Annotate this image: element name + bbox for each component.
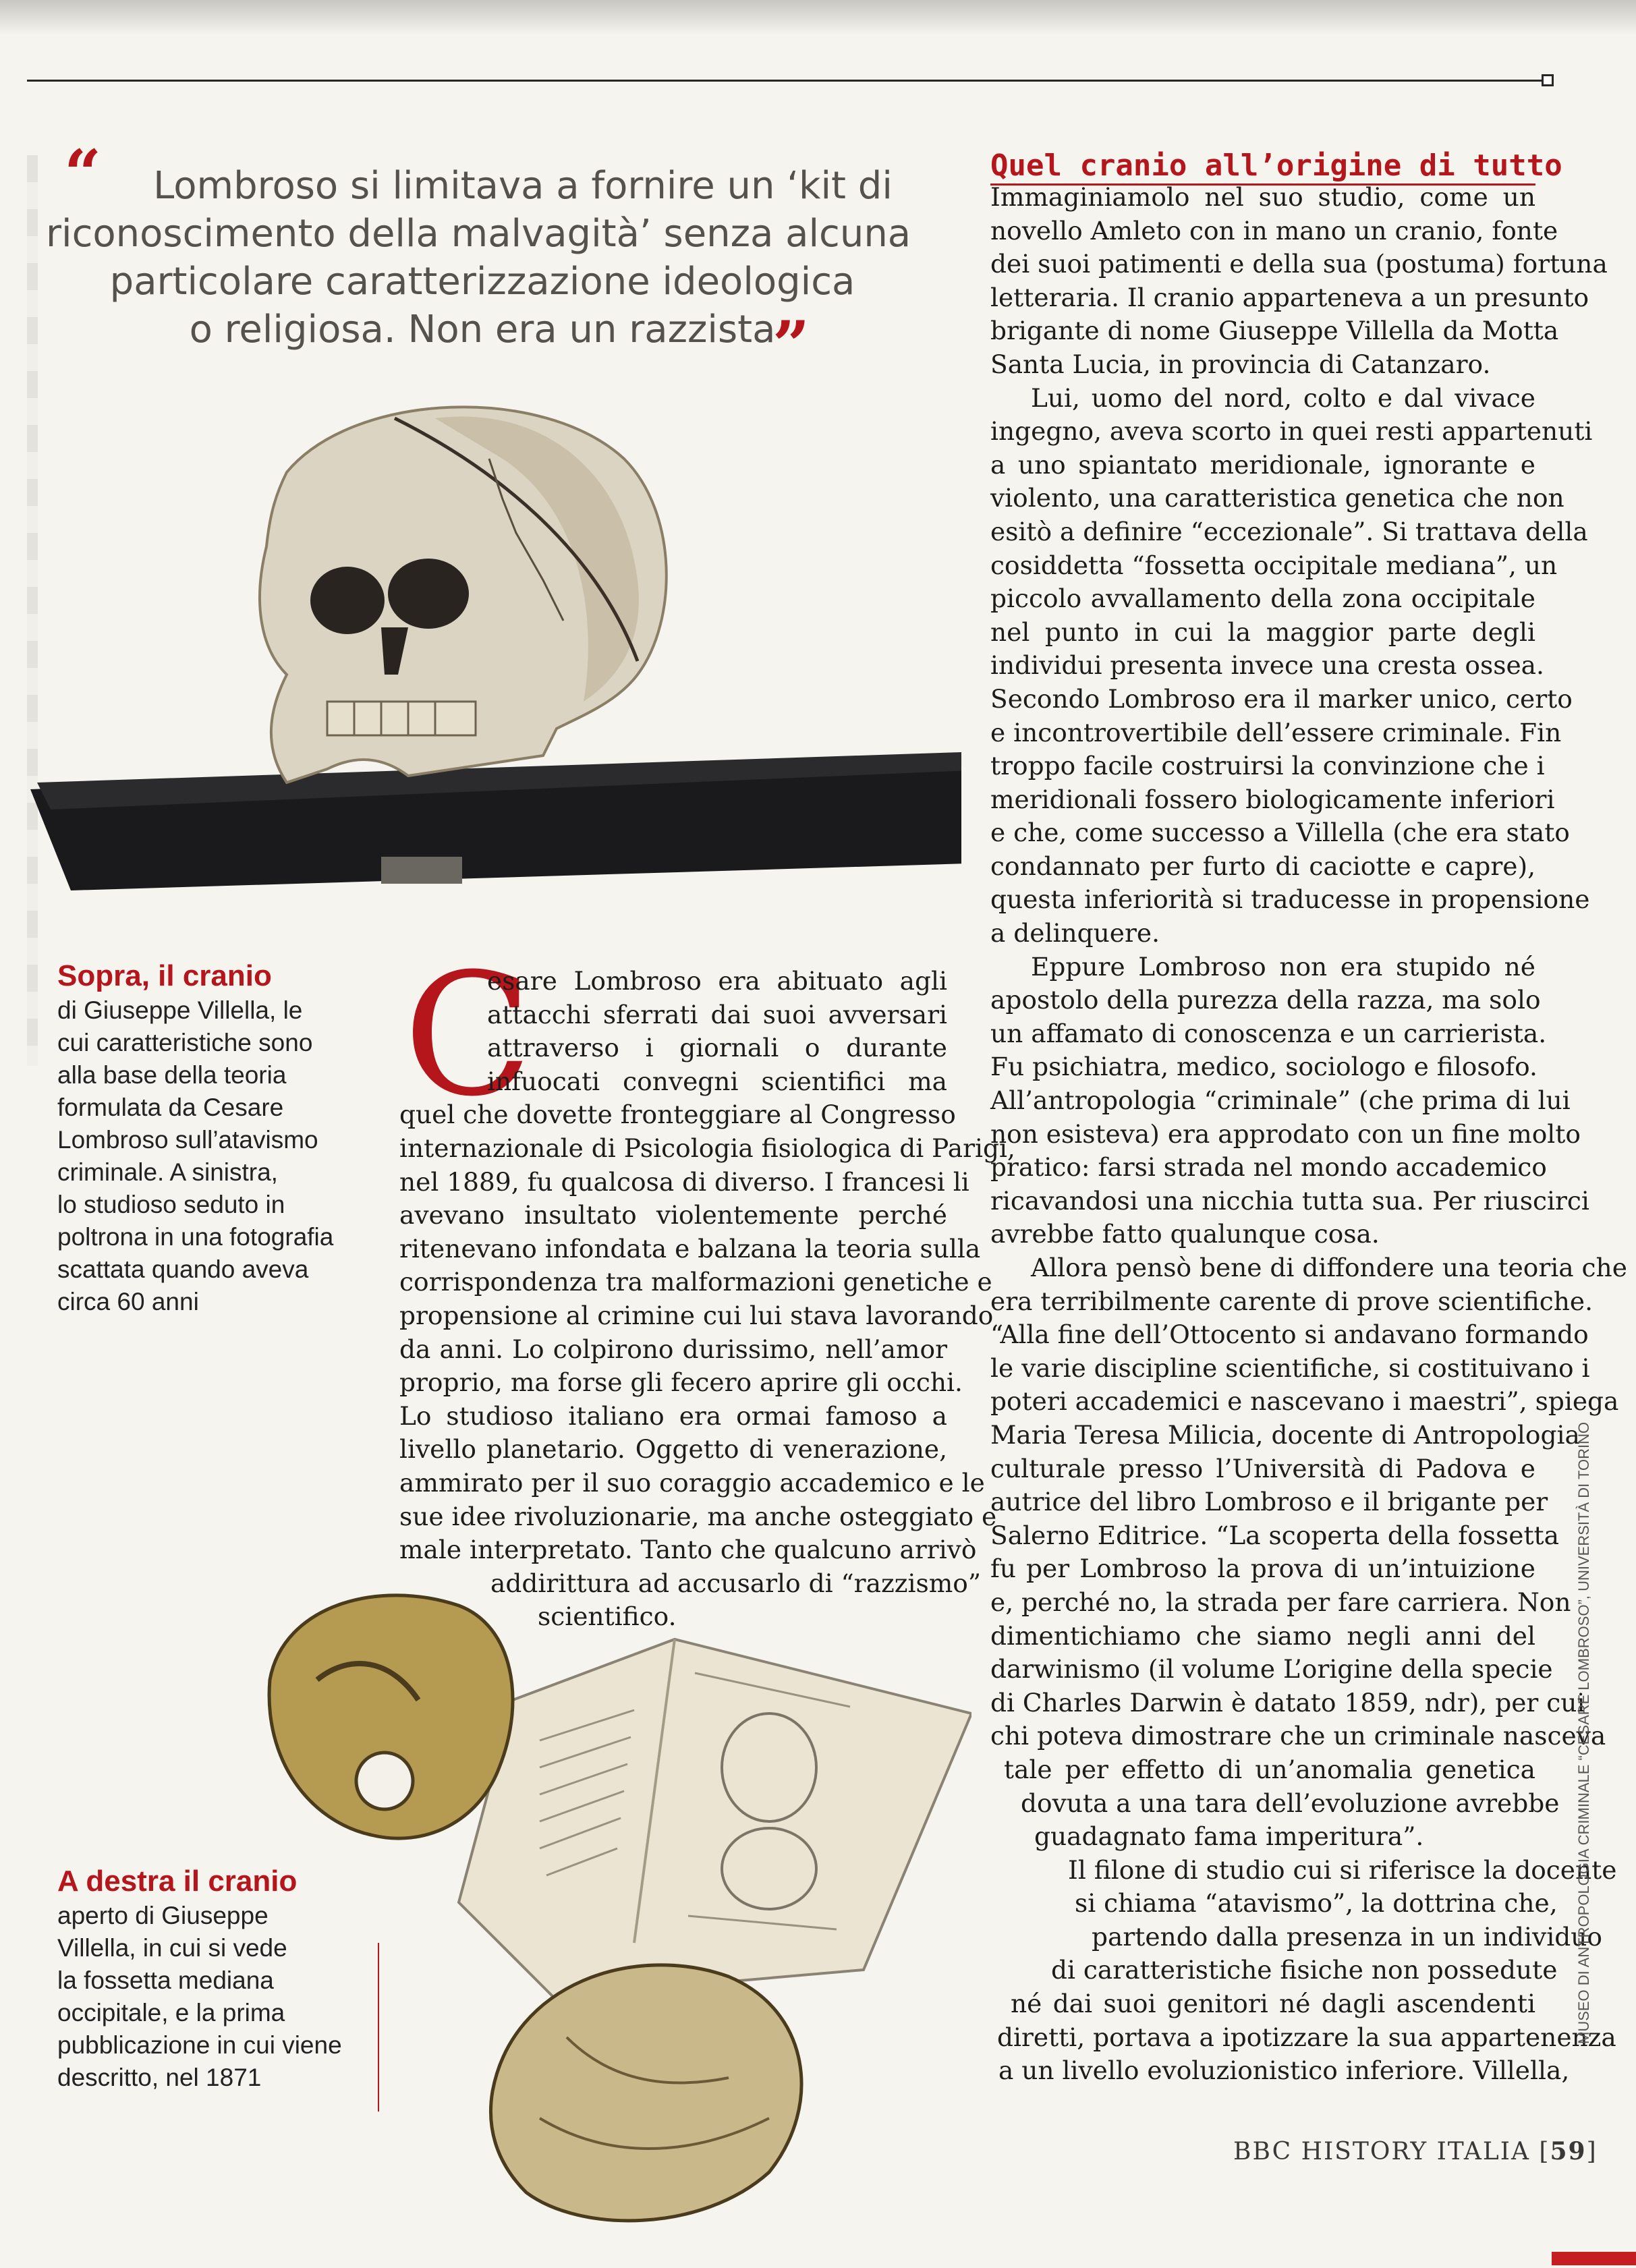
drop-cap: C: [403, 937, 533, 1133]
body-line: dovuta a una tara dell’evoluzione avrebbe: [1021, 1788, 1560, 1818]
body-line: esare Lombroso era abituato agli: [487, 966, 947, 996]
caption-title: A destra il cranio: [57, 1865, 298, 1898]
body-line: e incontrovertibile dell’essere criminale. Fin: [990, 717, 1562, 747]
body-line: infuocati convegni scientifici ma: [487, 1066, 947, 1096]
bracket-open: [: [1539, 2138, 1550, 2165]
pull-quote: [40, 136, 924, 383]
body-line: culturale presso l’Università di Padova e: [990, 1453, 1535, 1483]
caption-line: criminale. A sinistra,: [57, 1158, 278, 1186]
body-line: troppo facile costruirsi la convinzione che i: [990, 751, 1545, 781]
body-line: a uno spiantato meridionale, ignorante e: [990, 449, 1535, 480]
body-line: Secondo Lombroso era il marker unico, certo: [990, 683, 1573, 714]
body-line: avevano insultato violentemente perché: [399, 1200, 947, 1230]
pull-quote-line: Lombroso si limitava a fornire un ‘kit di: [153, 164, 893, 208]
body-line: individui presenta invece una cresta ossea.: [990, 650, 1544, 681]
scan-edge: [0, 0, 1636, 35]
body-line: ingegno, aveva scorto in quei resti appartenuti: [990, 416, 1593, 447]
body-line: di Charles Darwin è datato 1859, ndr), per cui: [990, 1687, 1585, 1718]
caption-line: aperto di Giuseppe: [57, 1902, 269, 1929]
body-line: da anni. Lo colpirono durissimo, nell’amor: [399, 1334, 947, 1364]
caption-line: la fossetta mediana: [57, 1966, 274, 1994]
body-line: internazionale di Psicologia fisiologica di Parigi,: [399, 1133, 1015, 1163]
body-line: a delinquere.: [990, 918, 1160, 948]
caption-line: occipitale, e la prima: [57, 1999, 285, 2026]
body-line: chi poteva dimostrare che un criminale nasceva: [990, 1721, 1606, 1751]
caption-rule: [378, 1943, 379, 2111]
body-line: letteraria. Il cranio apparteneva a un presunto: [990, 282, 1589, 312]
body-line: dimentichiamo che siamo negli anni del: [990, 1620, 1535, 1651]
body-line: un affamato di conoscenza e un carrierista.: [990, 1018, 1547, 1048]
body-line: diretti, portava a ipotizzare la sua appartenenza: [997, 2022, 1616, 2052]
body-line: Il filone di studio cui si riferisce la docente: [1068, 1854, 1617, 1885]
body-line: scientifico.: [538, 1601, 677, 1632]
body-line: apostolo della purezza della razza, ma solo: [990, 985, 1541, 1015]
body-line: addirittura ad accusarlo di “razzismo”: [490, 1568, 982, 1598]
body-line: Maria Teresa Milicia, docente di Antropologia: [990, 1419, 1580, 1450]
body-line: piccolo avvallamento della zona occipitale: [990, 584, 1535, 614]
body-line: attacchi sferrati dai suoi avversari: [487, 999, 947, 1029]
calotte-shape: [490, 1965, 801, 2221]
body-line: meridionali fossero biologicamente inferiori: [990, 784, 1555, 814]
caption-line: descritto, nel 1871: [57, 2064, 262, 2091]
caption-line: cui caratteristiche sono: [57, 1029, 313, 1056]
body-line: violento, una caratteristica genetica che non: [990, 483, 1564, 513]
body-line: di caratteristiche fisiche non possedute: [1051, 1955, 1558, 1985]
museum-label-plate: [381, 857, 462, 884]
body-line: non esisteva) era approdato con un fine molto: [990, 1118, 1581, 1149]
photo-credit: MUSEO DI ANTROPOLOGIA CRIMINALE “CESARE LOMBROSO”, UNIVERSITÀ DI TORINO: [1575, 1421, 1592, 2044]
article-column-left: [399, 965, 1015, 1634]
body-line: si chiama “atavismo”, la dottrina che,: [1075, 1888, 1558, 1919]
caption-line: Lombroso sull’atavismo: [57, 1126, 318, 1154]
body-line: Santa Lucia, in provincia di Catanzaro.: [990, 349, 1491, 379]
caption-line: poltrona in una fotografia: [57, 1223, 334, 1251]
caption-top: [57, 958, 341, 1318]
pull-quote-line: o religiosa. Non era un razzista: [189, 308, 776, 351]
body-line: male interpretato. Tanto che qualcuno arrivò: [399, 1535, 977, 1565]
body-line: livello planetario. Oggetto di venerazione,: [399, 1434, 947, 1465]
body-line: dei suoi patimenti e della sua (postuma) fortuna: [990, 249, 1608, 279]
body-line: ricavandosi una nicchia tutta sua. Per riuscirci: [990, 1185, 1589, 1216]
caption-line: circa 60 anni: [57, 1288, 199, 1315]
caption-line: di Giuseppe Villella, le: [57, 996, 303, 1024]
body-line: nel 1889, fu qualcosa di diverso. I francesi li: [399, 1166, 969, 1197]
bracket-close: ]: [1586, 2138, 1598, 2165]
body-line: novello Amleto con in mano un cranio, fonte: [990, 215, 1558, 246]
caption-line: scattata quando aveva: [57, 1255, 309, 1283]
body-line: tale per effetto di un’anomalia genetica: [1004, 1754, 1535, 1784]
body-line: Eppure Lombroso non era stupido né: [1031, 951, 1535, 982]
top-rule: [27, 80, 1545, 82]
caption-bottom: [57, 1863, 368, 2094]
caption-line: lo studioso seduto in: [57, 1191, 285, 1218]
body-line: era terribilmente carente di prove scientifiche.: [990, 1286, 1593, 1316]
eye-socket-left: [310, 567, 385, 634]
body-line: esitò a definire “eccezionale”. Si trattava della: [990, 516, 1588, 546]
corner-mark: [1542, 74, 1554, 86]
body-line: quel che dovette fronteggiare al Congresso: [399, 1100, 956, 1130]
body-line: corrispondenza tra malformazioni genetiche e: [399, 1267, 992, 1297]
page-footer: [1233, 2137, 1598, 2165]
caption-title: Sopra, il cranio: [57, 959, 272, 992]
pull-quote-line: riconoscimento della malvagità’ senza alcuna: [46, 212, 911, 256]
body-line: Lui, uomo del nord, colto e dal vivace: [1031, 382, 1535, 413]
body-line: pratico: farsi strada nel mondo accademico: [990, 1152, 1547, 1183]
magazine-name: BBC HISTORY ITALIA: [1233, 2138, 1530, 2165]
body-line: guadagnato fama imperitura”.: [1034, 1821, 1424, 1852]
body-line: e, perché no, la strada per fare carriera. Non: [990, 1587, 1571, 1617]
body-line: proprio, ma forse gli fecero aprire gli occhi.: [399, 1367, 963, 1398]
body-line: ritenevano infondata e balzana la teoria sulla: [399, 1233, 981, 1264]
body-line: questa inferiorità si traducesse in propensione: [990, 884, 1590, 915]
body-line: attraverso i giornali o durante: [487, 1033, 947, 1063]
book-shape: [459, 1639, 971, 1997]
foramen-magnum: [356, 1753, 413, 1809]
body-line: All’antropologia “criminale” (che prima di lui: [990, 1085, 1571, 1116]
body-line: brigante di nome Giuseppe Villella da Motta: [990, 316, 1559, 346]
body-line: né dai suoi genitori né dagli ascendenti: [1011, 1989, 1535, 2019]
body-line: partendo dalla presenza in un individuo: [1092, 1921, 1602, 1952]
pull-quote-line: particolare caratterizzazione ideologica: [109, 260, 855, 304]
body-line: sue idee rivoluzionarie, ma anche osteggiato e: [399, 1501, 997, 1531]
caption-line: formulata da Cesare: [57, 1094, 284, 1121]
body-line: nel punto in cui la maggior parte degli: [990, 617, 1535, 647]
body-line: le varie discipline scientifiche, si costituivano i: [990, 1353, 1590, 1383]
skull-photo: [30, 378, 961, 917]
body-line: cosiddetta “fossetta occipitale mediana”, un: [990, 550, 1558, 580]
body-line: autrice del libro Lombroso e il brigante per: [990, 1487, 1548, 1517]
body-line: Lo studioso italiano era ormai famoso a: [399, 1400, 947, 1431]
teeth-row: [327, 702, 476, 735]
section-heading: Quel cranio all’origine di tutto: [990, 148, 1562, 183]
body-line: Immaginiamolo nel suo studio, come un: [990, 182, 1535, 212]
open-quote-mark: “: [64, 136, 102, 212]
caption-line: alla base della teoria: [57, 1061, 287, 1089]
body-line: poteri accademici e nascevano i maestri”, spiega: [990, 1386, 1619, 1417]
page-number: 59: [1550, 2137, 1587, 2165]
caption-line: pubblicazione in cui viene: [57, 2031, 342, 2059]
body-line: a un livello evoluzionistico inferiore. Villella,: [998, 2056, 1570, 2086]
body-line: Fu psichiatra, medico, sociologo e filosofo.: [990, 1052, 1538, 1082]
body-line: avrebbe fatto qualunque cosa.: [990, 1219, 1380, 1249]
body-line: propensione al crimine cui lui stava lavorando: [399, 1300, 994, 1330]
close-quote-mark: ”: [772, 307, 810, 383]
body-line: condannato per furto di caciotte e capre),: [990, 851, 1535, 881]
body-line: e che, come successo a Villella (che era stato: [990, 818, 1570, 848]
eye-socket-right: [388, 559, 469, 629]
body-line: Salerno Editrice. “La scoperta della fossetta: [990, 1520, 1559, 1550]
body-line: ammirato per il suo coraggio accademico e le: [399, 1467, 985, 1498]
body-line: darwinismo (il volume L’origine della specie: [990, 1654, 1553, 1684]
body-line: Allora pensò bene di diffondere una teoria che: [1031, 1253, 1627, 1282]
body-line: “Alla fine dell’Ottocento si andavano formando: [990, 1320, 1589, 1350]
body-line: fu per Lombroso la prova di un’intuizione: [990, 1554, 1535, 1584]
watermark-logo: [1552, 2252, 1636, 2265]
caption-line: Villella, in cui si vede: [57, 1934, 287, 1962]
